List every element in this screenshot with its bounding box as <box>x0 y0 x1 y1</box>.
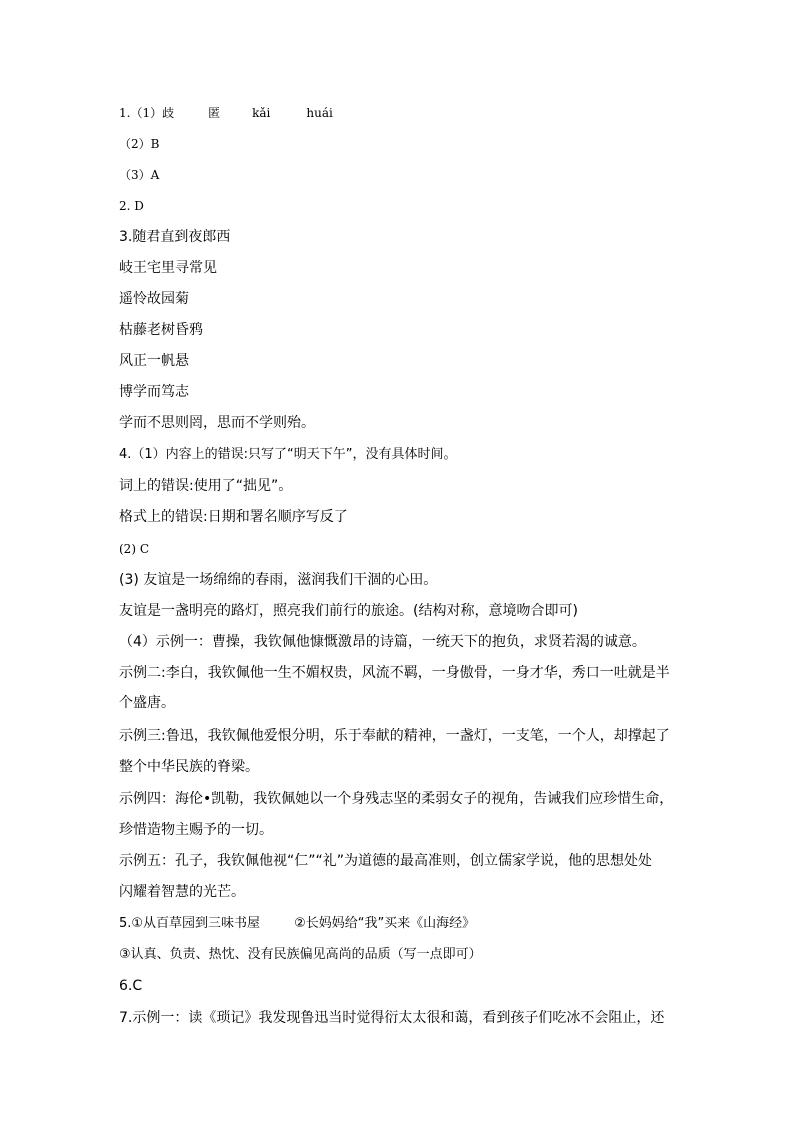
answer-line-15: (2) C <box>119 542 149 556</box>
answer-line-13: 词上的错误:使用了“拙见”。 <box>119 478 293 494</box>
answer-1-1-chars: 1.（1）歧 <box>119 106 175 120</box>
answer-line-10: 博学而笃志 <box>119 384 189 400</box>
answer-line-23: 示例四：海伦•凯勒，我钦佩她以一个身残志坚的柔弱女子的视角，告诫我们应珍惜生命， <box>119 791 674 807</box>
answer-line-16: (3) 友谊是一场绵绵的春雨，滋润我们干涸的心田。 <box>119 572 438 588</box>
answer-line-24: 珍惜造物主赐予的一切。 <box>119 822 273 838</box>
answer-line-8: 枯藤老树昏鸦 <box>119 322 203 338</box>
answer-line-1 <box>119 104 333 122</box>
answer-line-6: 岐王宅里寻常见 <box>119 260 217 276</box>
answer-line-29: 6.C <box>119 978 143 994</box>
answer-line-17: 友谊是一盏明亮的路灯，照亮我们前行的旅途。(结构对称，意境吻合即可) <box>119 603 578 619</box>
answer-line-18: （4）示例一：曹操，我钦佩他慷慨激昂的诗篇，一统天下的抱负，求贤若渴的诚意。 <box>119 634 646 650</box>
answer-line-4: 2. D <box>119 199 144 213</box>
answer-line-27 <box>119 915 475 933</box>
answer-line-7: 遥怜故园菊 <box>119 291 189 307</box>
answer-line-5: 3.随君直到夜郎西 <box>119 229 231 245</box>
answer-line-11: 学而不思则罔，思而不学则殆。 <box>119 415 315 431</box>
answer-line-12: 4.（1）内容上的错误:只写了“明天下午”，没有具体时间。 <box>119 447 457 462</box>
answer-line-14: 格式上的错误:日期和署名顺序写反了 <box>119 509 348 525</box>
answer-line-19: 示例二:李白，我钦佩他一生不媚权贵，风流不羁，一身傲骨，一身才华，秀口一吐就是半 <box>119 665 670 681</box>
answer-line-21: 示例三:鲁迅，我钦佩他爱恨分明，乐于奉献的精神，一盏灯，一支笔，一个人，却撑起了 <box>119 728 670 744</box>
answer-line-25: 示例五：孔子，我钦佩他视“仁”“礼”为道德的最高准则，创立儒家学说，他的思想处处 <box>119 853 653 869</box>
answer-line-22: 整个中华民族的脊梁。 <box>119 759 259 775</box>
pinyin-huai: huái <box>306 106 333 120</box>
answer-line-2: （2）B <box>119 137 160 151</box>
answer-1-1-char2: 匿 <box>208 106 221 120</box>
answer-line-26: 闪耀着智慧的光芒。 <box>119 884 245 900</box>
pinyin-kai: kǎi <box>252 106 271 120</box>
answer-5-part-2: ②长妈妈给“我”买来《山海经》 <box>294 916 476 931</box>
answer-line-9: 风正一帆悬 <box>119 353 189 369</box>
answer-line-28: ③认真、负责、热忱、没有民族偏见高尚的品质（写一点即可） <box>119 947 482 962</box>
answer-line-20: 个盛唐。 <box>119 695 175 711</box>
answer-line-3: （3）A <box>119 168 160 182</box>
answer-5-part-1: 5.①从百草园到三味书屋 <box>119 916 261 931</box>
answer-line-30: 7.示例一：读《琐记》我发现鲁迅当时觉得衍太太很和蔼，看到孩子们吃冰不会阻止，还 <box>119 1010 665 1026</box>
